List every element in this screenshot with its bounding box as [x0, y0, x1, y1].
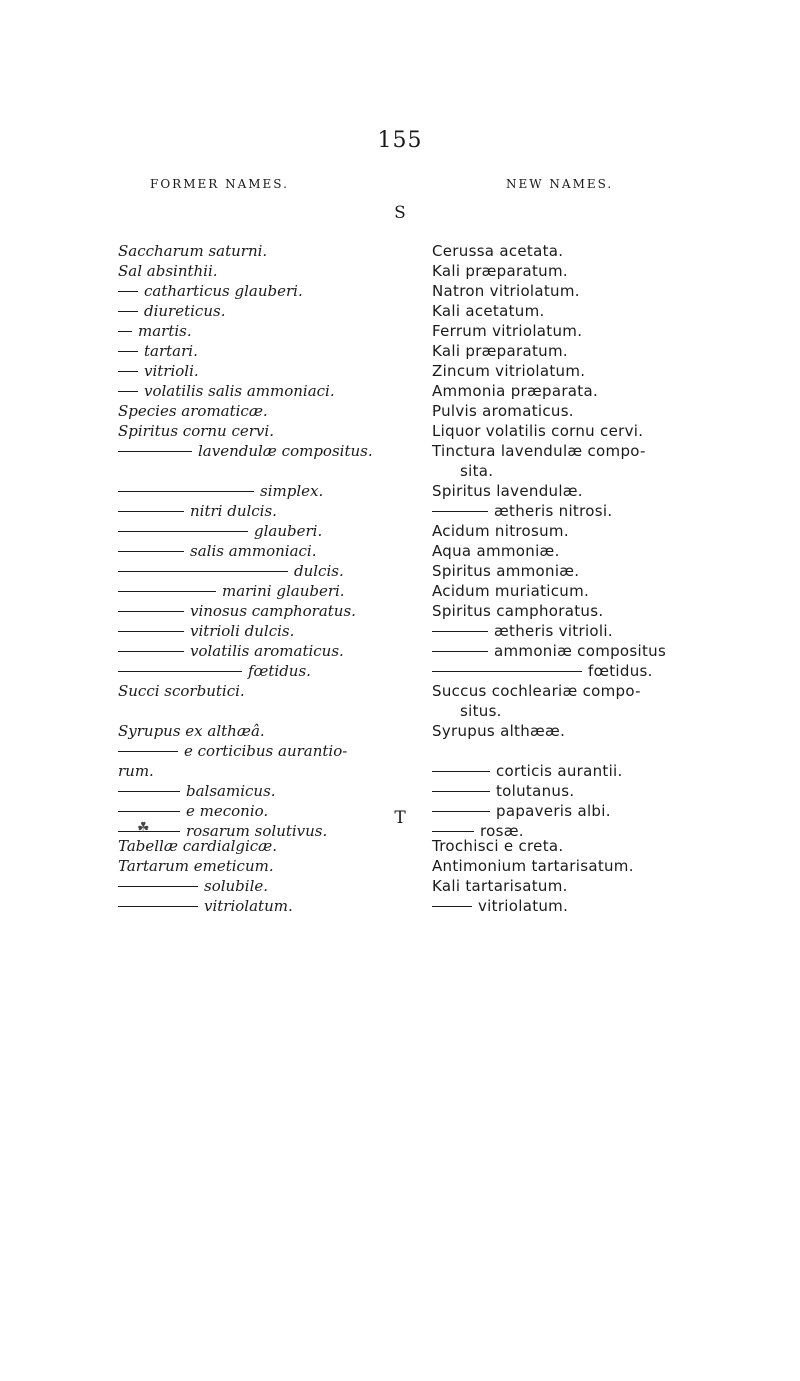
entry-row: [118, 876, 418, 896]
entry-row: [118, 856, 418, 876]
spacer: [432, 741, 712, 761]
entry-row: [432, 836, 712, 856]
ditto-dash: [118, 511, 184, 512]
ditto-dash: [118, 886, 198, 887]
new-names-column-t: [432, 836, 712, 916]
ditto-dash: [118, 291, 138, 292]
ditto-dash: [432, 671, 582, 672]
entry-text: salis ammoniaci.: [190, 542, 317, 560]
entry-row: [432, 381, 712, 401]
entry-text: Succi scorbutici.: [118, 682, 245, 700]
entry-row: [118, 781, 418, 801]
spacer: [118, 701, 418, 721]
entry-row: [432, 281, 712, 301]
entry-row: [432, 301, 712, 321]
entry-text: Ammonia præparata.: [432, 382, 599, 400]
entry-text: volatilis salis ammoniaci.: [144, 382, 335, 400]
entry-row: [118, 501, 418, 521]
entry-row: [118, 761, 418, 781]
entry-row: [118, 521, 418, 541]
entry-row: [118, 361, 418, 381]
entry-text: Natron vitriolatum.: [432, 282, 580, 300]
entry-row: [118, 301, 418, 321]
entry-row: [118, 481, 418, 501]
ditto-dash: [432, 631, 488, 632]
ditto-dash: [118, 451, 192, 452]
entry-row: [118, 601, 418, 621]
entry-text: lavendulæ compositus.: [198, 442, 373, 460]
entry-text: fœtidus.: [248, 662, 311, 680]
entry-row: [118, 281, 418, 301]
entry-row: [118, 241, 418, 261]
entry-text: marini glauberi.: [222, 582, 345, 600]
entry-text: Spiritus cornu cervi.: [118, 422, 274, 440]
entry-row: [118, 541, 418, 561]
entry-row: [432, 521, 712, 541]
ditto-dash: [118, 531, 248, 532]
entry-text: Liquor volatilis cornu cervi.: [432, 422, 644, 440]
entry-text: glauberi.: [254, 522, 323, 540]
former-names-column-s: [118, 241, 418, 841]
entry-row: [432, 261, 712, 281]
entry-row: [432, 856, 712, 876]
entry-text: corticis aurantii.: [496, 762, 623, 780]
entry-row: [432, 721, 712, 741]
entry-text: Antimonium tartarisatum.: [432, 857, 634, 875]
entry-text: situs.: [460, 702, 502, 720]
entry-row: [118, 681, 418, 701]
column-header-former-names: FORMER NAMES.: [150, 177, 289, 191]
entry-row: [432, 341, 712, 361]
entry-text: Species aromaticæ.: [118, 402, 268, 420]
entry-row: [118, 561, 418, 581]
entry-text: Acidum nitrosum.: [432, 522, 569, 540]
entry-row: [432, 601, 712, 621]
entry-text: e meconio.: [186, 802, 269, 820]
entry-row: [432, 421, 712, 441]
entry-text: fœtidus.: [588, 662, 653, 680]
entry-row: [118, 381, 418, 401]
entry-row: [118, 401, 418, 421]
entry-row: [118, 896, 418, 916]
entry-text: martis.: [138, 322, 192, 340]
entry-text: Kali præparatum.: [432, 342, 568, 360]
entry-text: Kali tartarisatum.: [432, 877, 568, 895]
entry-text: Spiritus camphoratus.: [432, 602, 604, 620]
entry-text: rum.: [118, 762, 154, 780]
entry-row: [432, 641, 712, 661]
entry-text: Ferrum vitriolatum.: [432, 322, 583, 340]
entry-row: [118, 581, 418, 601]
entry-text: catharticus glauberi.: [144, 282, 303, 300]
entry-row: [432, 781, 712, 801]
entry-row: [432, 681, 712, 701]
entry-row: [432, 501, 712, 521]
entry-text: Pulvis aromaticus.: [432, 402, 574, 420]
ditto-dash: [118, 906, 198, 907]
entry-text: papaveris albi.: [496, 802, 611, 820]
entry-text: nitri dulcis.: [190, 502, 277, 520]
spacer: [118, 461, 418, 481]
ditto-dash: [118, 751, 178, 752]
former-names-column-t: [118, 836, 418, 916]
ditto-dash: [432, 651, 488, 652]
entry-row: [118, 261, 418, 281]
ditto-dash: [118, 371, 138, 372]
entry-text: vitriolatum.: [478, 897, 569, 915]
entry-row: [118, 621, 418, 641]
column-header-new-names: NEW NAMES.: [506, 177, 614, 191]
entry-text: rosarum solutivus.: [186, 822, 328, 840]
page-number: 155: [377, 128, 423, 153]
entry-row: [432, 241, 712, 261]
ditto-dash: [118, 551, 184, 552]
entry-text: ætheris nitrosi.: [494, 502, 613, 520]
ditto-dash: [432, 771, 490, 772]
entry-text: Saccharum saturni.: [118, 242, 268, 260]
entry-row: [432, 661, 712, 681]
entry-row: [432, 461, 712, 481]
entry-text: Kali acetatum.: [432, 302, 545, 320]
ditto-dash: [432, 831, 474, 832]
entry-text: vitrioli.: [144, 362, 199, 380]
ditto-dash: [118, 311, 138, 312]
entry-text: Tinctura lavendulæ compo-: [432, 442, 646, 460]
entry-row: [118, 641, 418, 661]
entry-row: [432, 621, 712, 641]
entry-row: [432, 876, 712, 896]
entry-text: Spiritus ammoniæ.: [432, 562, 580, 580]
entry-row: [118, 421, 418, 441]
entry-text: ætheris vitrioli.: [494, 622, 613, 640]
entry-row: [432, 896, 712, 916]
entry-text: Tabellæ cardialgicæ.: [118, 837, 278, 855]
entry-row: [432, 321, 712, 341]
entry-text: Tartarum emeticum.: [118, 857, 274, 875]
section-letter-s: S: [394, 203, 406, 223]
entry-text: sita.: [460, 462, 494, 480]
entry-text: Aqua ammoniæ.: [432, 542, 560, 560]
entry-text: vinosus camphoratus.: [190, 602, 356, 620]
entry-row: [432, 481, 712, 501]
entry-text: Spiritus lavendulæ.: [432, 482, 583, 500]
entry-text: Syrupus althææ.: [432, 722, 566, 740]
entry-row: [432, 581, 712, 601]
entry-text: vitriolatum.: [204, 897, 293, 915]
ditto-dash: [118, 651, 184, 652]
entry-row: [118, 836, 418, 856]
entry-row: [432, 441, 712, 461]
entry-row: [118, 741, 418, 761]
entry-text: Zincum vitriolatum.: [432, 362, 586, 380]
entry-row: [432, 361, 712, 381]
entry-row: [432, 561, 712, 581]
entry-row: [118, 661, 418, 681]
ditto-dash: [432, 511, 488, 512]
new-names-column-s: [432, 241, 712, 841]
entry-text: e corticibus aurantio-: [184, 742, 348, 760]
entry-text: tolutanus.: [496, 782, 575, 800]
entry-text: rosæ.: [480, 822, 524, 840]
ditto-dash: [118, 491, 254, 492]
ditto-dash: [432, 906, 472, 907]
entry-text: Trochisci e creta.: [432, 837, 564, 855]
entry-row: [118, 341, 418, 361]
entry-text: Kali præparatum.: [432, 262, 568, 280]
entry-text: Acidum muriaticum.: [432, 582, 590, 600]
ditto-dash: [118, 351, 138, 352]
ditto-dash: [118, 631, 184, 632]
decorative-mark: ☘: [137, 820, 150, 836]
entry-row: [432, 541, 712, 561]
entry-text: vitrioli dulcis.: [190, 622, 295, 640]
entry-row: [118, 721, 418, 741]
entry-text: Succus cochleariæ compo-: [432, 682, 641, 700]
entry-row: [432, 401, 712, 421]
entry-text: dulcis.: [294, 562, 344, 580]
ditto-dash: [118, 391, 138, 392]
ditto-dash: [118, 331, 132, 332]
entry-row: [432, 761, 712, 781]
entry-text: diureticus.: [144, 302, 226, 320]
entry-text: balsamicus.: [186, 782, 276, 800]
ditto-dash: [118, 611, 184, 612]
entry-row: [432, 701, 712, 721]
ditto-dash: [118, 791, 180, 792]
entry-row: [118, 321, 418, 341]
entry-text: ammoniæ compositus: [494, 642, 667, 660]
ditto-dash: [118, 591, 216, 592]
ditto-dash: [118, 671, 242, 672]
entry-text: tartari.: [144, 342, 198, 360]
entry-text: Syrupus ex althæâ.: [118, 722, 265, 740]
entry-text: solubile.: [204, 877, 269, 895]
entry-text: volatilis aromaticus.: [190, 642, 344, 660]
ditto-dash: [118, 571, 288, 572]
entry-text: Sal absinthii.: [118, 262, 218, 280]
ditto-dash: [432, 791, 490, 792]
entry-text: simplex.: [260, 482, 324, 500]
entry-row: [118, 441, 418, 461]
entry-text: Cerussa acetata.: [432, 242, 564, 260]
section-letter-t: T: [394, 808, 406, 828]
